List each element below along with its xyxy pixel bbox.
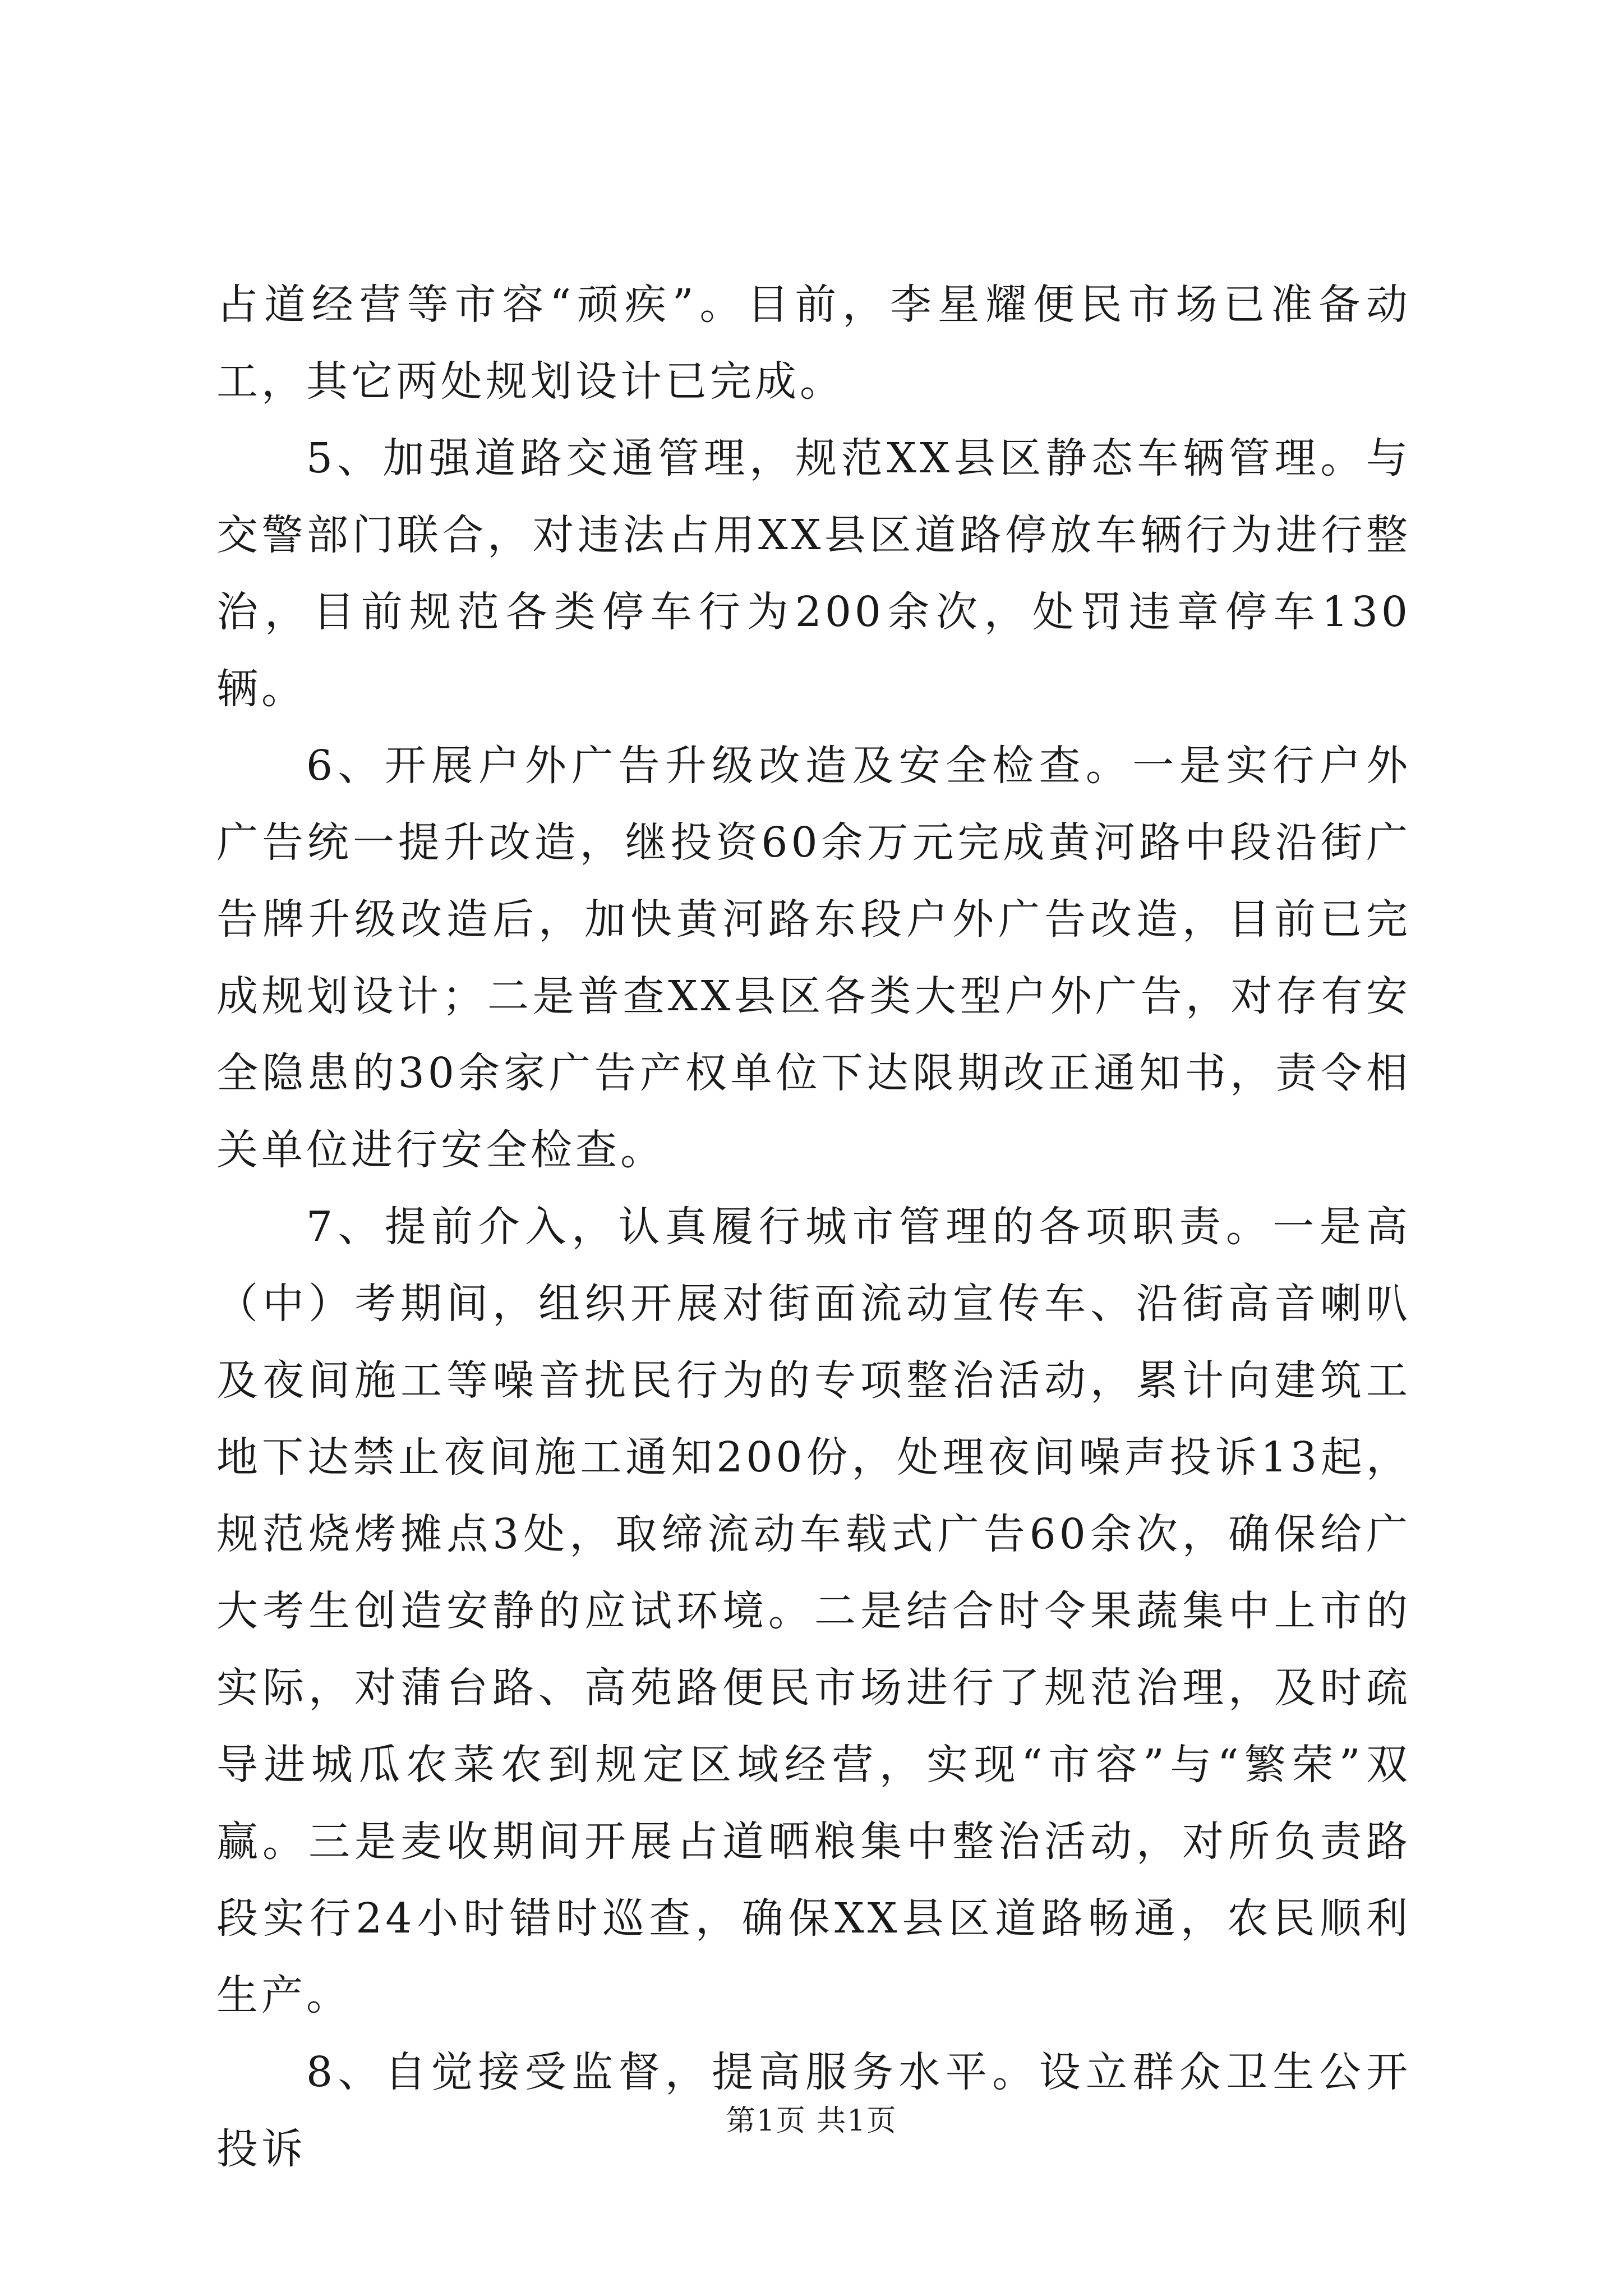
document-body (216, 266, 1411, 2188)
paragraph-item-8: 8、自觉接受监督，提高服务水平。设立群众卫生公开投诉 (216, 2048, 1411, 2173)
page-footer: 第1页 共1页 (726, 2104, 897, 2138)
paragraph-item-7: 7、提前介入，认真履行城市管理的各项职责。一是高（中）考期间，组织开展对街面流动宣传车、沿街高音喇叭及夜间施工等噪音扰民行为的专项整治活动，累计向建筑工地下达禁止夜间施工通知200份，处理夜间噪声投诉13起，规范烧烤摊点3处，取缔流动车载式广告60余次，确保给广大考生创造安静的应试环境。二是结合时令果蔬集中上市的实际，对蒲台路、高苑路便民市场进行了规范治理，及时疏导进城瓜农菜农到规定区域经营，实现“市容”与“繁荣”双赢。三是麦收期间开展占道晒粮集中整治活动，对所负责路段实行24小时错时巡查，确保XX县区道路畅通，农民顺利生产。 (216, 1203, 1411, 2019)
paragraph-item-5: 5、加强道路交通管理，规范XX县区静态车辆管理。与交警部门联合，对违法占用XX县区道路停放车辆行为进行整治，目前规范各类停车行为200余次，处罚违章停车130辆。 (216, 434, 1411, 713)
paragraph-item-6: 6、开展户外广告升级改造及安全检查。一是实行户外广告统一提升改造，继投资60余万元完成黄河路中段沿街广告牌升级改造后，加快黄河路东段户外广告改造，目前已完成规划设计；二是普查XX县区各类大型户外广告，对存有安全隐患的30余家广告产权单位下达限期改正通知书，责令相关单位进行安全检查。 (216, 742, 1411, 1174)
paragraph-continuation: 占道经营等市容“顽疾”。目前，李星耀便民市场已准备动工，其它两处规划设计已完成。 (216, 280, 1411, 406)
